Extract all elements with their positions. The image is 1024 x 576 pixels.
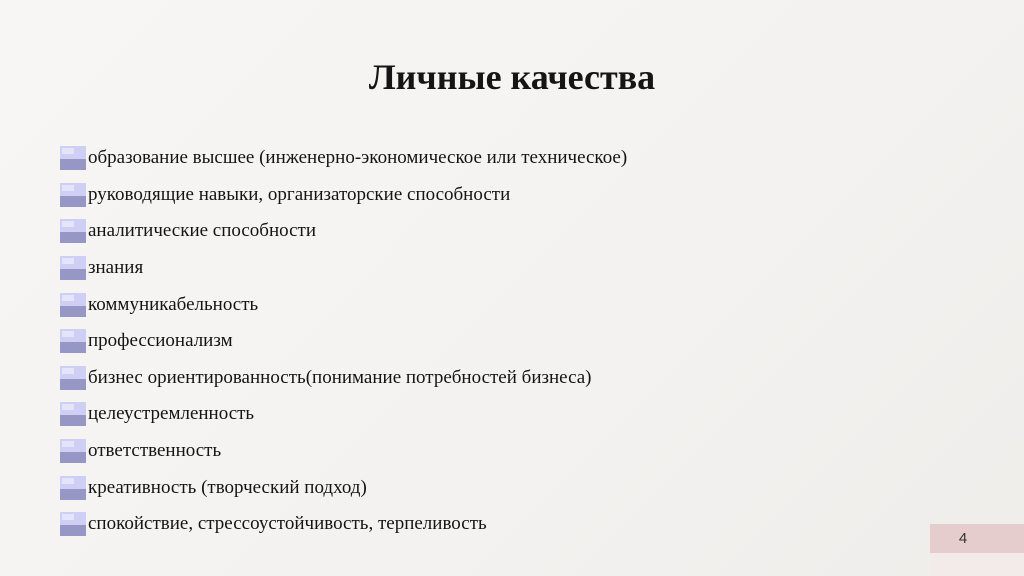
- bullet-square-icon: [60, 512, 86, 536]
- list-item-text: спокойствие, стрессоустойчивость, терпеливость: [88, 513, 487, 535]
- bullet-square-icon: [60, 476, 86, 500]
- bullet-square-icon: [60, 183, 86, 207]
- bullet-square-icon: [60, 329, 86, 353]
- list-item-text: ответственность: [88, 440, 222, 462]
- list-item-text: образование высшее (инженерно-экономическое или техническое): [88, 147, 628, 169]
- page-number-badge: [930, 524, 1024, 553]
- list-item: [60, 140, 627, 177]
- list-item: [60, 286, 627, 323]
- footer-strip: [930, 553, 1024, 576]
- bullet-square-icon: [60, 256, 86, 280]
- list-item-text: руководящие навыки, организаторские способности: [88, 183, 511, 205]
- list-item-text: коммуникабельность: [88, 293, 259, 315]
- list-item-text: знания: [88, 257, 144, 279]
- list-item-text: аналитические способности: [88, 220, 317, 242]
- bullet-square-icon: [60, 439, 86, 463]
- page-number: 4: [958, 530, 968, 547]
- bullet-square-icon: [60, 219, 86, 243]
- bullet-list: [60, 140, 627, 543]
- list-item: [60, 433, 627, 470]
- bullet-square-icon: [60, 293, 86, 317]
- list-item-text: профессионализм: [88, 330, 233, 352]
- bullet-square-icon: [60, 146, 86, 170]
- list-item: [60, 396, 627, 433]
- bullet-square-icon: [60, 366, 86, 390]
- list-item-text: целеустремленность: [88, 403, 255, 425]
- list-item: [60, 177, 627, 214]
- list-item: [60, 360, 627, 397]
- list-item: [60, 506, 627, 543]
- list-item-text: креативность (творческий подход): [88, 476, 367, 498]
- list-item: [60, 469, 627, 506]
- slide-title: Личные качества: [368, 57, 656, 97]
- bullet-square-icon: [60, 402, 86, 426]
- list-item-text: бизнес ориентированность(понимание потребностей бизнеса): [88, 366, 592, 388]
- list-item: [60, 250, 627, 287]
- list-item: [60, 213, 627, 250]
- list-item: [60, 323, 627, 360]
